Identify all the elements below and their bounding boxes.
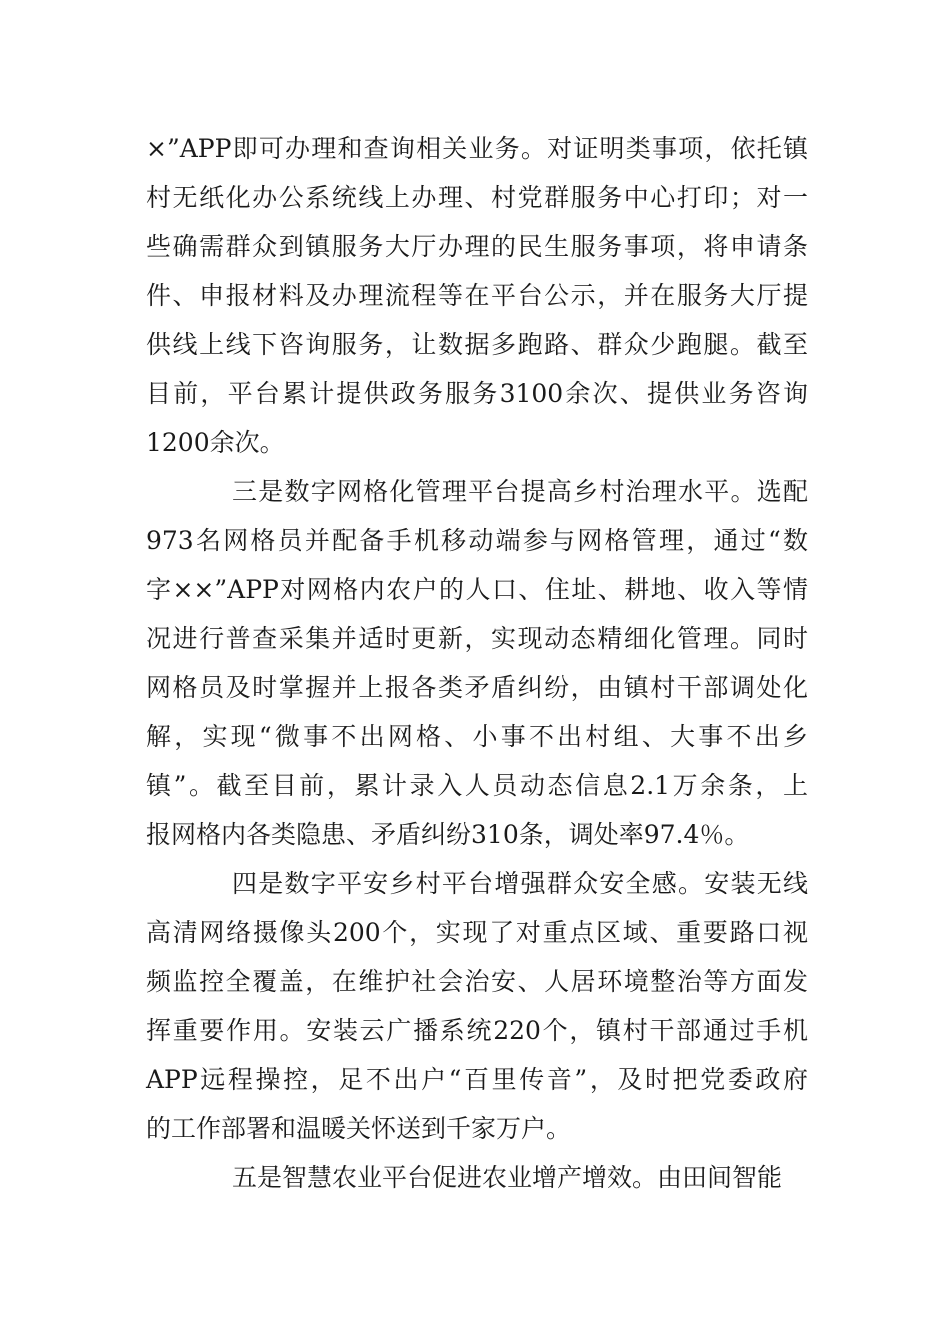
paragraph-start-line: 五是智慧农业平台促进农业增产增效。由田间智能 [232,1163,783,1192]
text-line: APP远程操控，足不出户“百里传音”，及时把党委政府 [146,1065,808,1094]
text-line: 频监控全覆盖，在维护社会治安、人居环境整治等方面发 [146,967,808,996]
text-line: 1200余次。 [146,428,285,457]
text-line: 村无纸化办公系统线上办理、村党群服务中心打印；对一 [146,183,808,212]
text-line: 件、申报材料及办理流程等在平台公示，并在服务大厅提 [146,281,808,310]
text-line: 973名网格员并配备手机移动端参与网格管理，通过“数 [146,526,808,555]
text-line: 报网格内各类隐患、矛盾纠纷310条，调处率97.4％。 [146,820,750,849]
text-line: 高清网络摄像头200个，实现了对重点区域、重要路口视 [146,918,808,947]
text-line: 字××”APP对网格内农户的人口、住址、耕地、收入等情 [146,575,808,604]
text-line: 解，实现“微事不出网格、小事不出村组、大事不出乡 [146,722,808,751]
body-text [146,124,808,1202]
text-line: 的工作部署和温暖关怀送到千家万户。 [146,1114,572,1143]
paragraph-start-line: 三是数字网格化管理平台提高乡村治理水平。选配 [232,477,808,506]
text-line: 供线上线下咨询服务，让数据多跑路、群众少跑腿。截至 [146,330,808,359]
text-line: 镇”。截至目前，累计录入人员动态信息2.1万余条，上 [146,771,808,800]
text-line: 目前，平台累计提供政务服务3100余次、提供业务咨询 [146,379,808,408]
text-line: 些确需群众到镇服务大厅办理的民生服务事项，将申请条 [146,232,808,261]
text-line: ×”APP即可办理和查询相关业务。对证明类事项，依托镇 [146,134,808,163]
text-line: 挥重要作用。安装云广播系统220个，镇村干部通过手机 [146,1016,808,1045]
text-line: 况进行普查采集并适时更新，实现动态精细化管理。同时 [146,624,808,653]
paragraph-start-line: 四是数字平安乡村平台增强群众安全感。安装无线 [232,869,808,898]
text-line: 网格员及时掌握并上报各类矛盾纠纷，由镇村干部调处化 [146,673,808,702]
